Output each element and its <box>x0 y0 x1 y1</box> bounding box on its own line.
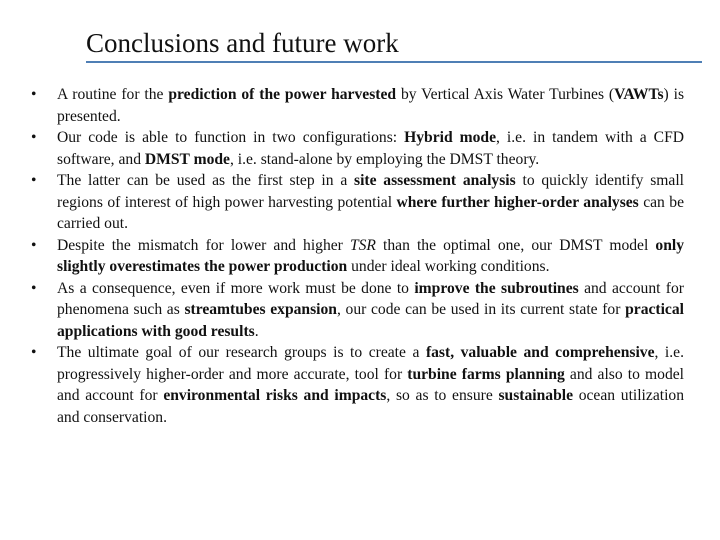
bullet-text: , so as to ensure <box>386 387 499 404</box>
bullet-text: The latter can be used as the first step in a <box>57 172 355 189</box>
emphasized-text: streamtubes expansion <box>184 301 337 318</box>
bullet-text: ocean utilization and conservation. <box>57 387 684 426</box>
bullet-text: than the optimal one, our DMST model <box>375 236 656 254</box>
emphasized-text: Hybrid mode <box>404 129 497 146</box>
bullet-text: by Vertical Axis Water Turbines ( <box>396 86 615 103</box>
emphasized-text: TSR <box>349 236 376 254</box>
emphasized-text: turbine farms planning <box>407 365 565 383</box>
emphasized-text: where further higher-order analyses <box>396 193 639 211</box>
bullet-text: Our code is able to function in two configurations: <box>57 129 405 146</box>
bullet-text: , i.e. stand-alone by employing the DMST theory. <box>229 150 540 168</box>
bullet-text: As a consequence, even if more work must be done to <box>57 279 415 297</box>
title-underline <box>86 61 702 63</box>
slide-title: Conclusions and future work <box>86 28 399 58</box>
bullet-item <box>31 170 684 235</box>
bullet-item <box>31 235 684 278</box>
bullet-item <box>31 127 684 170</box>
bullet-text: Despite the mismatch for lower and higher <box>57 236 350 254</box>
bullet-text: to quickly identify small regions of interest of high power harvesting potential <box>57 172 684 211</box>
bullet-text: and also to model and account for <box>57 365 684 404</box>
emphasized-text: environmental risks and impacts <box>163 387 387 404</box>
emphasized-text: DMST mode <box>144 150 230 168</box>
bullet-text: and account for phenomena such as <box>57 279 684 318</box>
emphasized-text: only slightly overestimates the power production <box>57 236 684 275</box>
bullet-text: , i.e. in tandem with a CFD software, and <box>57 129 684 168</box>
bullet-text: The ultimate goal of our research groups is to create a <box>57 344 426 361</box>
emphasized-text: site assessment analysis <box>354 172 516 189</box>
bullet-text: A routine for the <box>57 86 169 103</box>
emphasized-text: fast, valuable and comprehensive <box>425 344 655 361</box>
bullet-dot-icon: • <box>31 236 37 254</box>
bullet-text: , our code can be used in its current state for <box>336 301 626 318</box>
bullet-text: , i.e. progressively higher-order and more accurate, tool for <box>57 344 684 383</box>
bullet-item <box>31 342 684 428</box>
bullet-text: under ideal working conditions. <box>347 258 550 275</box>
emphasized-text: improve the subroutines <box>414 279 579 297</box>
bullet-dot-icon: • <box>31 129 37 146</box>
bullet-dot-icon: • <box>31 86 37 103</box>
bullet-dot-icon: • <box>31 172 37 189</box>
emphasized-text: prediction of the power harvested <box>168 86 397 103</box>
bullet-list <box>31 84 684 428</box>
bullet-item <box>31 84 684 127</box>
bullet-text: ) is presented. <box>57 86 685 125</box>
emphasized-text: sustainable <box>498 387 573 404</box>
bullet-dot-icon: • <box>31 344 37 361</box>
emphasized-text: VAWTs <box>614 86 664 103</box>
bullet-text: . <box>254 322 259 340</box>
bullet-item <box>31 278 684 343</box>
bullet-text: can be carried out. <box>57 193 684 232</box>
emphasized-text: practical applications with good results <box>57 301 684 340</box>
bullet-dot-icon: • <box>31 279 37 297</box>
